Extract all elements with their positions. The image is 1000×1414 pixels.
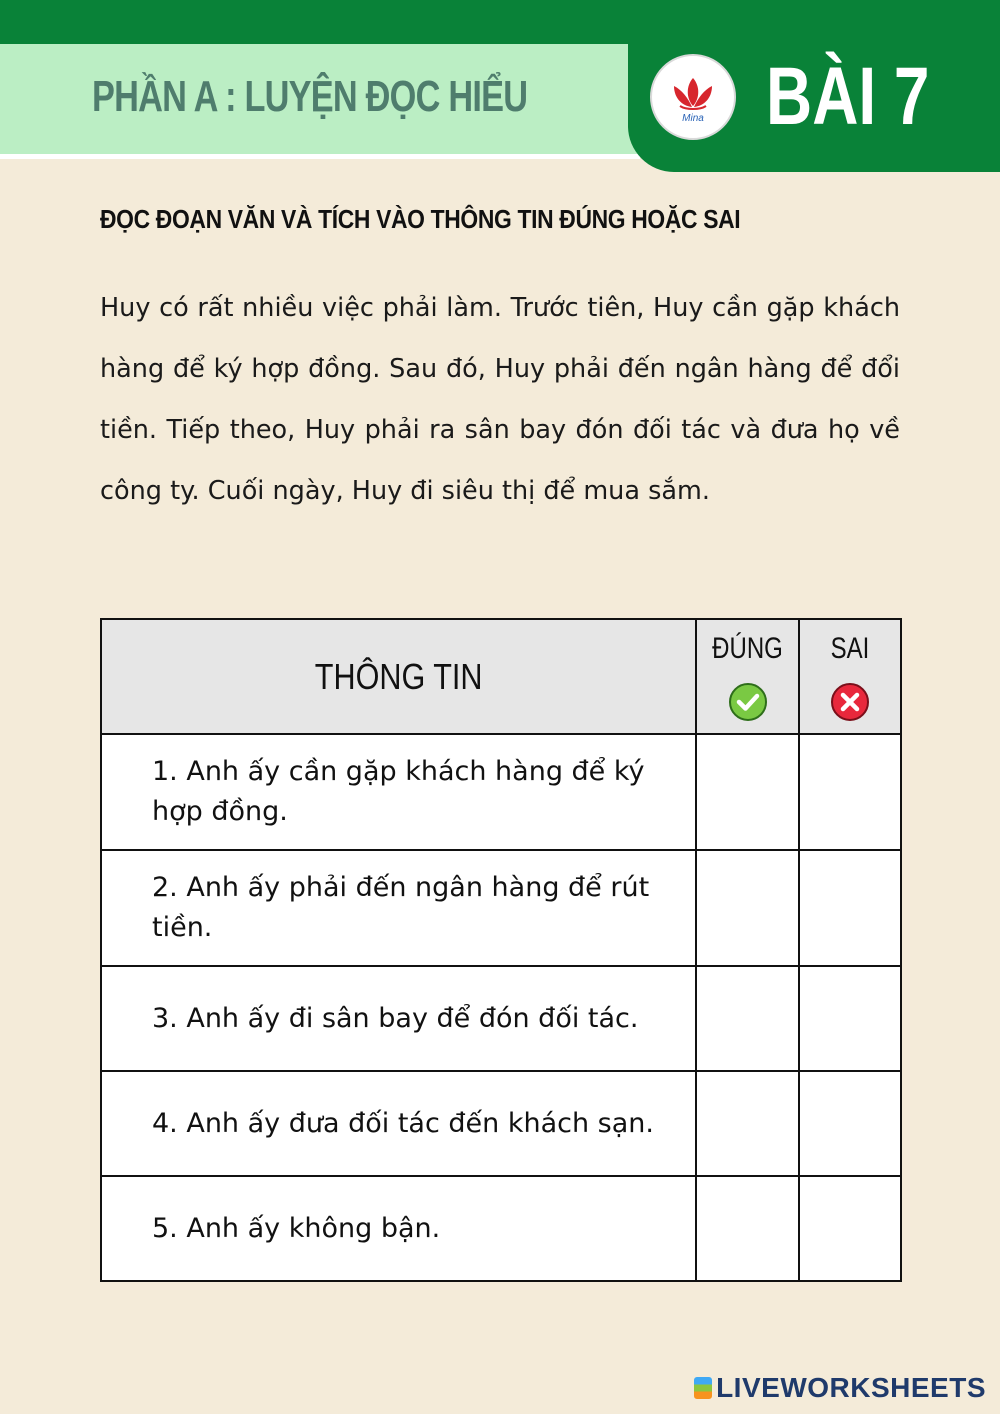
reading-passage: Huy có rất nhiều việc phải làm. Trước tiên, Huy cần gặp khách hàng để ký hợp đồng. Sau đó, Huy phải đến ngân hàng để đổi tiền. Tiếp theo, Huy phải ra sân bay đón đối tác và đưa họ về công ty. Cuối ngày, Huy đi siêu thị để mua sắm. xyxy=(100,293,900,506)
header-divider xyxy=(0,154,640,159)
table-row xyxy=(101,734,901,850)
liveworksheets-logo xyxy=(694,1372,986,1404)
answer-true-1[interactable] xyxy=(696,734,799,850)
table-row xyxy=(101,850,901,966)
footer-brand: LIVEWORKSHEETS xyxy=(716,1372,986,1403)
statement-2: 2. Anh ấy phải đến ngân hàng để rút tiền. xyxy=(101,850,696,966)
statement-3: 3. Anh ấy đi sân bay để đón đối tác. xyxy=(101,966,696,1071)
header-false xyxy=(799,619,901,734)
answer-true-5[interactable] xyxy=(696,1176,799,1281)
answer-true-2[interactable] xyxy=(696,850,799,966)
true-false-table xyxy=(100,618,902,1282)
header-true-label: ĐÚNG xyxy=(712,632,783,665)
lesson-title: BÀI 7 xyxy=(766,51,930,142)
instruction-heading: ĐỌC ĐOẠN VĂN VÀ TÍCH VÀO THÔNG TIN ĐÚNG HOẶC SAI xyxy=(100,204,741,234)
check-icon xyxy=(728,682,768,722)
answer-true-4[interactable] xyxy=(696,1071,799,1176)
cross-icon xyxy=(830,682,870,722)
header-false-label: SAI xyxy=(830,632,870,665)
answer-false-1[interactable] xyxy=(799,734,901,850)
answer-false-5[interactable] xyxy=(799,1176,901,1281)
table-header-row xyxy=(101,619,901,734)
section-title: PHẦN A : LUYỆN ĐỌC HIỂU xyxy=(92,72,528,121)
liveworksheets-mark-icon xyxy=(694,1377,712,1399)
logo-text: Mina xyxy=(682,113,704,124)
statement-5: 5. Anh ấy không bận. xyxy=(101,1176,696,1281)
answer-false-2[interactable] xyxy=(799,850,901,966)
table-row xyxy=(101,1176,901,1281)
header-true xyxy=(696,619,799,734)
answer-true-3[interactable] xyxy=(696,966,799,1071)
answer-false-4[interactable] xyxy=(799,1071,901,1176)
lotus-icon xyxy=(652,56,734,138)
table-row xyxy=(101,966,901,1071)
statement-4: 4. Anh ấy đưa đối tác đến khách sạn. xyxy=(101,1071,696,1176)
statement-1: 1. Anh ấy cần gặp khách hàng để ký hợp đồng. xyxy=(101,734,696,850)
table-row xyxy=(101,1071,901,1176)
answer-false-3[interactable] xyxy=(799,966,901,1071)
header-info: THÔNG TIN xyxy=(101,619,696,734)
logo xyxy=(650,54,736,140)
